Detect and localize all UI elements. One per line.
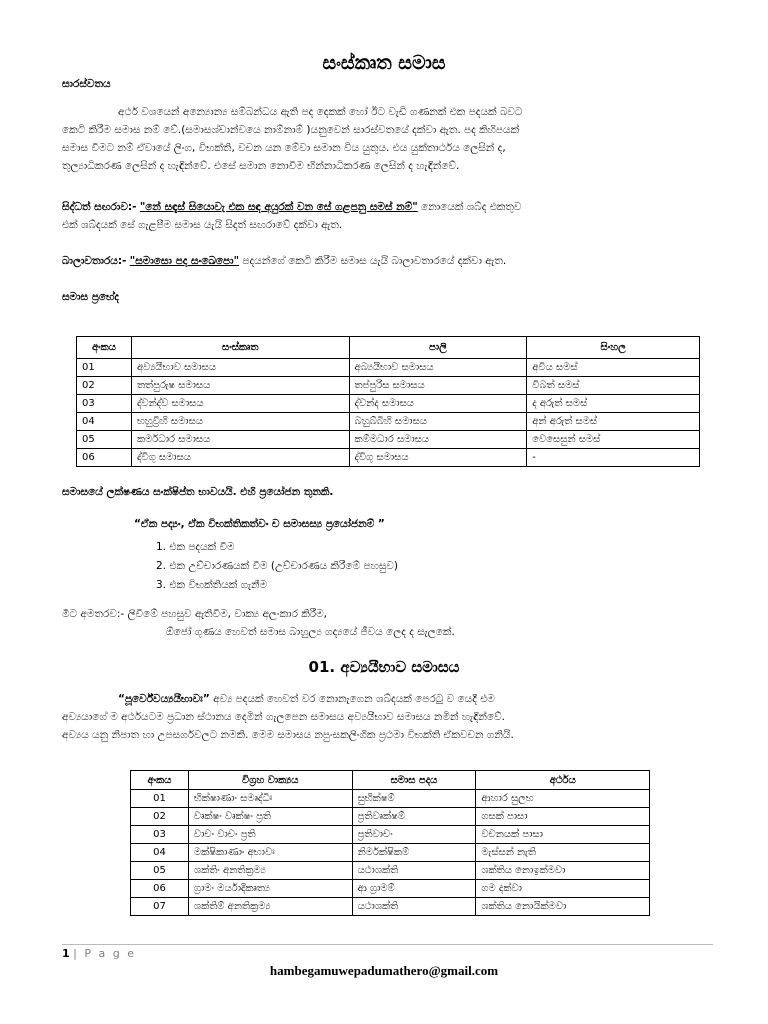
table-cell: 07 [131,898,189,916]
siddhanta-rest: නොයෙක් ශබ්ද එකතුව [417,201,522,213]
table-cell: ද්වන්ද්ව සමාසය [131,395,349,413]
intro-line: සමාස වීමට නම් ඒවායේ ලිංග, විභක්ති, වචන යන මේවා සමාන විය යුතුය. එය යුක්තාර්ථය ලෙසින් ද, [62,142,506,154]
page-number-footer [62,947,136,960]
table-cell: 05 [131,862,189,880]
table-header: අංකය [77,337,132,359]
table-header: අර්ථය [476,771,650,790]
table-cell: ගසක් පාසා [476,808,650,826]
table-cell: මක්ෂිකාණාං අභාවඃ [188,844,352,862]
table-header: අංකය [131,771,189,790]
extra-label: මීට අමතරව:- [62,608,125,620]
table-header: සමාස පදය [352,771,476,790]
table-cell: 01 [77,359,132,377]
section2-line: අව්‍ය පදයක් හෙවත් වර නොනැගෙන ශබ්දයක් පෙරටු ව යෙදී එම [213,693,495,705]
section2-line: අව්‍යය යනු නිපාත හා උපසර්ගවලට නමකි. මෙම සමාසය නපුංසකලිංගික ප්‍රථමා විභක්ති ඒකවචන ගනියි. [62,729,514,741]
section-label: සාරස්වතය [62,78,111,90]
table-cell: භහුව්‍රීහි සමාසය [131,413,349,431]
intro-line: අර්ථ වශයෙන් අන්‍යොන්‍ය සම්බන්ධය ඇති පද දෙකක් හෝ ඊට වැඩි ගණනක් එක පදයක් බවට [118,106,523,118]
table-row [131,862,650,880]
feature-quote: “ඒක පද්‍යං, ඒක විභක්තිකත්වං ච සමාසස්‍ය ප්‍රයෝජනම් ” [134,518,385,530]
table-header-row [131,771,650,790]
table-cell: වෙසෙසුන් සමස් [527,431,700,449]
table-cell: ද්විගු සමාසය [131,449,349,467]
table-cell: වචනයක් පාසා [476,826,650,844]
table-header: පාලි [349,337,527,359]
extra-paragraph [62,605,712,641]
table-cell: 06 [131,880,189,898]
examples-table [130,770,650,916]
table-row [131,898,650,916]
siddhanta-quote: "නේ සඳැස් සියොවැ එක සඳ අයුරක් වන සේ ගළපනු සමස් නම්" [139,201,418,213]
table-row [77,359,700,377]
table-cell: 05 [77,431,132,449]
extra-line2: ඕජෝ ගුණය හෙවත් සමාස බාහුල්‍ය ගද්‍යයේ ජීවය ලෙද ද සැලකේ. [166,626,455,638]
table-cell: අව්‍යයීභාව සමාසය [131,359,349,377]
table-cell: 02 [131,808,189,826]
table-cell: මැස්සන් නැති [476,844,650,862]
intro-line: තුල්‍යාධිකරණ ලෙසින් ද හැඳින්වේ. එසේ සමාන නොවීම භින්නාධිකරණ ලෙසින් ද හැඳින්වේ. [62,160,460,172]
table-cell: ශක්තිං අනතික්‍රම්‍ය [188,862,352,880]
balavatara-quote: "සමාසො පද සංඛෙපො" [129,255,240,267]
table-cell: 02 [77,377,132,395]
table-cell: අන් අරුත් සමස් [527,413,700,431]
table-header-row [77,337,700,359]
table-header: සිංහල [527,337,700,359]
table-cell: ශක්තිය නොඉක්මවා [476,862,650,880]
table-row [131,808,650,826]
section2-title: 01. අව්‍යයීභාව සමාසය [308,658,460,676]
types-heading: සමාස ප්‍රභේද [62,291,119,303]
table-row [131,880,650,898]
table-cell: භික්ෂාණාං සමෘද්ධිඃ [188,790,352,808]
table-cell: ශක්තිම් අනතික්‍රම්‍ය [188,898,352,916]
table-cell: ගම දක්වා [476,880,650,898]
table-row [77,431,700,449]
table-cell: ආ ග්‍රාමම් [352,880,476,898]
table-cell: 01 [131,790,189,808]
table-cell: කම්මධාර සමාසය [349,431,527,449]
table-cell: ප්‍රතිවෘක්ෂම් [352,808,476,826]
intro-paragraph [62,103,712,175]
siddhanta-line2: එක් ශබ්දයක් සේ ගැළපීම සමාස යැයි සිදත් සඟරාවේ දක්වා ඇත. [62,219,343,231]
balavatara-paragraph [62,252,712,270]
table-cell: ආහාර සුලභ [476,790,650,808]
list-item: 3. එක විභක්තියක් ගැනීම [156,579,268,591]
table-cell: තත්පුරුෂ සමාසය [131,377,349,395]
table-cell: ශක්තිය නොයික්මවා [476,898,650,916]
table-row [77,413,700,431]
feature-list [156,538,606,595]
page-number: 1 [62,947,70,960]
extra-line1: ලිවීමේ පහසුව ඇතිවීම, වාක්‍ය අලංකාර කිරීම, [124,608,328,620]
table-row [131,790,650,808]
table-cell: සුභික්ෂම් [352,790,476,808]
table-cell: යථාශක්ති [352,898,476,916]
section2-line: අව්‍යයාගේ ම අර්ථයටම ප්‍රධාන ස්ථානය දෙමින් ගැලපෙන සමාසය අව්‍යයීභාව සමාසය නමින් හැඳින්වේ. [62,711,505,723]
table-cell: වෘක්ෂං වෘක්ෂං ප්‍රති [188,808,352,826]
table-cell: යථාශක්ති [352,862,476,880]
list-item: 2. එක උච්චාරණයක් වීම (උච්චාරණය කිරීමේ පහසුව) [156,560,399,572]
table-cell: විබත් සමස් [527,377,700,395]
types-table [76,336,700,467]
table-cell: ද්විගු සමාසය [349,449,527,467]
table-row [131,826,650,844]
feature-heading: සමාසයේ ලක්ෂණය සංක්ෂිප්ත භාවයයි. එහි ප්‍රයෝජන තුනකි. [62,486,334,498]
table-cell: 03 [131,826,189,844]
table-row [77,395,700,413]
table-cell: - [527,449,700,467]
siddhanta-paragraph [62,198,712,234]
table-cell: ද්වන්ද සමාසය [349,395,527,413]
table-row [77,449,700,467]
section2-lead: “පූර්වේවය්‍යයීභාවඃ” [118,693,210,705]
table-cell: 03 [77,395,132,413]
table-row [131,844,650,862]
table-cell: වාචං වාචං ප්‍රති [188,826,352,844]
balavatara-label: බාලාවතාරය:- [62,255,127,267]
page-label: | P a g e [73,947,136,960]
table-cell: 04 [131,844,189,862]
table-cell: බහුබ්බිහි සමාසය [349,413,527,431]
footer-divider [62,944,713,945]
footer-email: hambegamuwepadumathero@gmail.com [269,963,499,978]
table-header: සංස්කෘත [131,337,349,359]
balavatara-rest: පදයන්ගේ කෙටි කිරීම සමාස යැයි බාලාවතාරයේ දක්වා ඇත. [239,255,507,267]
page-title: සංස්කෘත සමාස [322,52,446,74]
list-item: 1. එක පදයක් වීම [156,541,235,553]
table-header: විග්‍රහ වාක්‍යය [188,771,352,790]
table-cell: ප්‍රතිවාචං [352,826,476,844]
table-cell: අවිය සමස් [527,359,700,377]
table-cell: 06 [77,449,132,467]
table-cell: තප්පුරිස සමාසය [349,377,527,395]
table-row [77,377,700,395]
table-cell: ග්‍රාමං මර්යාදීකෘත්‍ය [188,880,352,898]
table-cell: අබ්‍යයීභාව සමාසය [349,359,527,377]
table-cell: කර්මධාර සමාසය [131,431,349,449]
table-cell: ද අරුත් සමස් [527,395,700,413]
table-cell: 04 [77,413,132,431]
siddhanta-label: සිද්ධත් සඟරාව:- [62,201,137,213]
section2-paragraph [62,690,712,744]
intro-line: කෙටි කිරීම සමාස නම් වේ.(සමාසශ්චාන්වයෙ නාම්නාම් )යනුවෙන් සාරස්වතයේ දක්වා ඇත. පද කිහිපයක් [62,124,520,136]
table-cell: නිර්මක්ෂිකම් [352,844,476,862]
